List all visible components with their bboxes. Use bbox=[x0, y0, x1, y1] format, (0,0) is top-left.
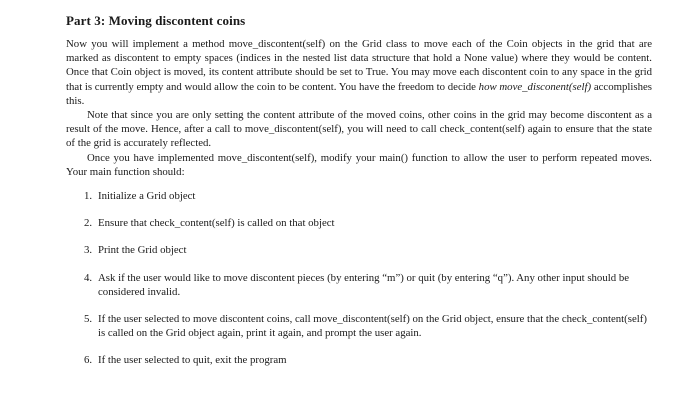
list-item bbox=[84, 243, 652, 257]
paragraph-main-function: Once you have implemented move_discontent(self), modify your main() function to allow the user to perform repeated moves. Your main function should: bbox=[66, 151, 652, 178]
list-item-number: 5. bbox=[84, 313, 93, 326]
list-item bbox=[84, 312, 652, 340]
list-item-text: Initialize a Grid object bbox=[98, 190, 196, 203]
paragraph-intro-italic: how move_disconent(self) bbox=[478, 80, 592, 93]
list-item bbox=[84, 353, 652, 367]
list-item-text: Ask if the user would like to move discontent pieces (by entering “m”) or quit (by entering “q”). Any other input should be considered invalid. bbox=[98, 271, 630, 298]
list-item-number: 6. bbox=[84, 354, 93, 367]
list-item-number: 2. bbox=[84, 217, 93, 230]
list-item-number: 3. bbox=[84, 244, 93, 257]
list-item-text: If the user selected to quit, exit the program bbox=[98, 354, 287, 367]
paragraph-intro bbox=[66, 37, 652, 108]
list-item-text: Print the Grid object bbox=[98, 244, 187, 257]
paragraph-intro-text: Now you will implement a method move_discontent(self) on the Grid class to move each of the Coin objects in the grid that are marked as discontent to empty spaces (indices in the nested list data structure that hold a None value) where they would be content. Once that Coin object is moved, its content attribute should be set to True. You may move each discontent coin to any space in the grid that is currently empty and would allow the coin to be content. You have the freedom to decide bbox=[66, 38, 652, 93]
list-item-text: If the user selected to move discontent coins, call move_discontent(self) on the Grid object, ensure that the check_content(self) is called on the Grid object again, print it again, and prompt the user again. bbox=[98, 313, 647, 340]
list-item-number: 4. bbox=[84, 271, 93, 284]
paragraph-note: Note that since you are only setting the content attribute of the moved coins, other coins in the grid may become discontent as a result of the move. Hence, after a call to move_discontent(self), you will need to call check_content(self) again to ensure that the state of the grid is accurately reflected. bbox=[66, 109, 652, 150]
list-item bbox=[84, 189, 652, 203]
list-item bbox=[84, 271, 652, 299]
list-item bbox=[84, 216, 652, 230]
steps-list bbox=[66, 189, 652, 368]
list-item-number: 1. bbox=[84, 190, 93, 203]
paragraph-intro-end: accomplishes this. bbox=[66, 80, 652, 107]
section-heading: Part 3: Moving discontent coins bbox=[66, 13, 246, 28]
list-item-text: Ensure that check_content(self) is called on that object bbox=[98, 217, 335, 230]
